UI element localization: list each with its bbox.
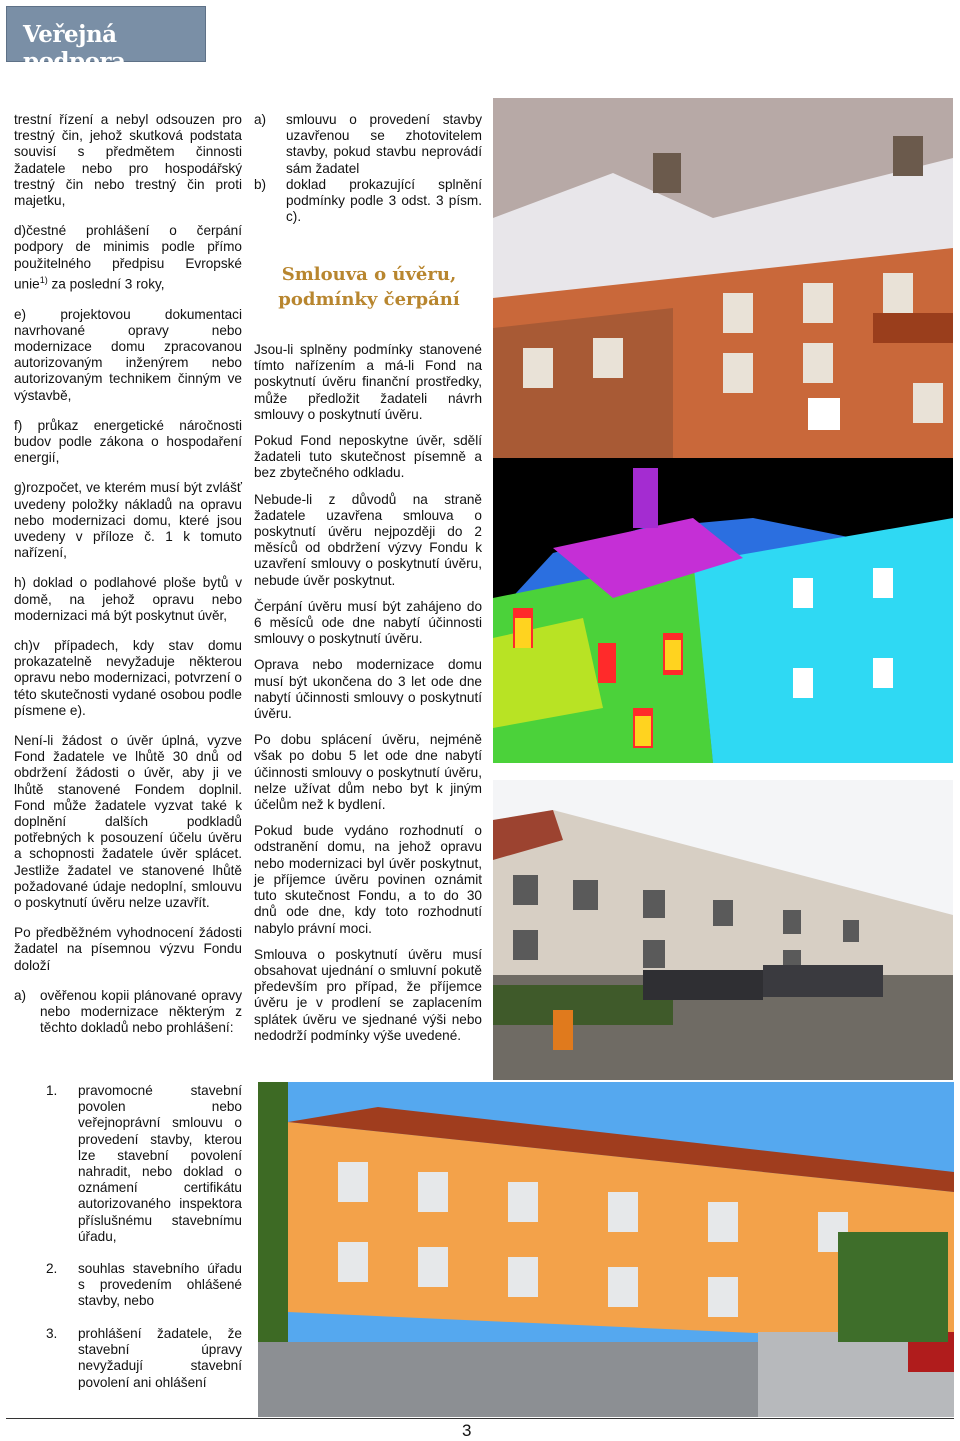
footnote-ref: 1)	[39, 274, 48, 285]
header-banner	[6, 6, 206, 75]
paragraph-project-doc: e) projektovou dokumentaci navrhované opravy nebo modernizace domu zpracovanou autorizovaným inženýrem nebo autorizovaným technikem činným ve výstavbě,	[14, 306, 242, 403]
paragraph-demolition: Pokud bude vydáno rozhodnutí o odstranění domu, na jehož opravu nebo modernizaci byl úvěr poskytnut, je příjemce úvěru povinen oznámit tuto skutečnost Fondu, a to do 30 dnů ode dne, kdy toto rozhodnutí nabylo právní moci.	[254, 823, 482, 936]
column-left	[14, 112, 242, 1036]
paragraph-incomplete: Není-li žádost o úvěr úplná, vyzve Fond žadatele ve lhůtě 30 dnů od obdržení žádosti o úvěr, aby ji ve lhůtě stanovené Fondem doplnil. Fond může žadatele vyzvat také k doplnění dalších podkladů potřebných k posouzení účelu úvěru a schopnosti žadatele úvěr splácet. Jestliže žadatel ve stanovené lhůtě požadované údaje nedoplní, smlouvu o poskytnutí úvěru nelze uzavřít.	[14, 733, 242, 911]
photo-old-building	[493, 780, 953, 1080]
paragraph-de-minimis: d)čestné prohlášení o čerpání podpory de minimis podle přímo použitelného předpisu Evropské unie$^{1)}$ za poslední 3 roky,	[14, 223, 242, 292]
photo-thermal	[493, 458, 953, 763]
list-item: b) doklad prokazující splnění podmínky podle 3 odst. 3 písm. c).	[254, 176, 482, 225]
document-list	[14, 988, 242, 1037]
paragraph-confirmation: ch)v případech, kdy stav domu prokazatelně nevyžaduje některou opravu nebo modernizaci, potvrzení o této skutečnosti vydané osobou podle písmene e).	[14, 638, 242, 718]
paragraph-usage: Po dobu splácení úvěru, nejméně však po dobu 5 let ode dne nabytí účinnosti smlouvy o poskytnutí úvěru, nelze užívat dům nebo byt k jiným účelům než k bydlení.	[254, 732, 482, 813]
paragraph-energy: f) průkaz energetické náročnosti budov podle zákona o hospodaření energií,	[14, 417, 242, 466]
list-item-2: 2. souhlas stavebního úřadu s provedením ohlášené stavby, nebo	[46, 1261, 242, 1309]
list-item: a) ověřenou kopii plánované opravy nebo modernizace některým z těchto dokladů nebo prohlášení:	[14, 987, 242, 1036]
page-number: 3	[462, 1421, 472, 1440]
paragraph-criminal: trestní řízení a nebyl odsouzen pro trestný čin, jehož skutková podstata souvisí s předmětem činnosti žadatele nebo pro hospodářský trestný čin nebo trestný čin proti majetku,	[14, 112, 242, 209]
column-middle	[254, 342, 482, 1054]
section-heading: Smlouva o úvěru, podmínky čerpání	[278, 264, 460, 310]
paragraph-drawing: Čerpání úvěru musí být zahájeno do 6 měsíců ode dne nabytí účinnosti smlouvy o poskytnutí úvěru.	[254, 598, 482, 647]
column-middle-list	[254, 112, 482, 225]
paragraph-refusal: Pokud Fond neposkytne úvěr, sdělí žadateli tuto skutečnost písemně a bez zbytečného odkladu.	[254, 433, 482, 481]
list-item-1: 1. pravomocné stavební povolen nebo veřejnoprávní smlouvu o provedení stavby, kterou lze stavební povolení nahradit, nebo doklad o oznámení certifikátu autorizovaného inspektora příslušnému stavebnímu úřadu,	[46, 1083, 242, 1244]
paragraph-floor-area: h) doklad o podlahové ploše bytů v domě, na jehož opravu nebo modernizaci má být poskytnut úvěr,	[14, 575, 242, 623]
paragraph-deadline: Nebude-li z důvodů na straně žadatele uzavřena smlouva o poskytnutí úvěru nejpozději do 2 měsíců od obdržení výzvy Fondu k uzavření smlouvy o poskytnutí úvěru, nebude úvěr poskytnut.	[254, 491, 482, 588]
paragraph-contract: Jsou-li splněny podmínky stanovené tímto nařízením a má-li Fond na poskytnutí úvěru finanční prostředky, může předložit žadateli návrh smlouvy o poskytnutí úvěru.	[254, 342, 482, 422]
paragraph-penalty: Smlouva o poskytnutí úvěru musí obsahovat ujednání o smluvní pokutě především pro případ, že příjemce úvěru je v prodlení se zaplacením splátek úvěru ve sjednané výši nebo nedodrží podmínky výše uvedené.	[254, 946, 482, 1043]
photo-renovated-building	[258, 1082, 954, 1417]
list-item-3: 3. prohlášení žadatele, že stavební úpravy nevyžadují stavební povolení ani ohlášení	[46, 1326, 242, 1390]
footer-divider	[6, 1418, 954, 1419]
photo-building-winter	[493, 98, 953, 458]
paragraph-completion: Oprava nebo modernizace domu musí být ukončena do 3 let ode dne nabytí účinnosti smlouvy o poskytnutí úvěru.	[254, 657, 482, 722]
list-item: a) smlouvu o provedení stavby uzavřenou se zhotovitelem stavby, pokud stavbu neprovádí sám žadatel	[254, 112, 482, 176]
header-title: Veřejná podpora	[23, 21, 126, 75]
paragraph-evaluation: Po předběžném vyhodnocení žádosti žadatel na písemnou výzvu Fondu doloží	[14, 925, 242, 973]
paragraph-budget: g)rozpočet, ve kterém musí být zvlášť uvedeny položky nákladů na opravu nebo modernizaci domu, které jsou uvedeny v příloze č. 1 k tomuto nařízení,	[14, 480, 242, 561]
